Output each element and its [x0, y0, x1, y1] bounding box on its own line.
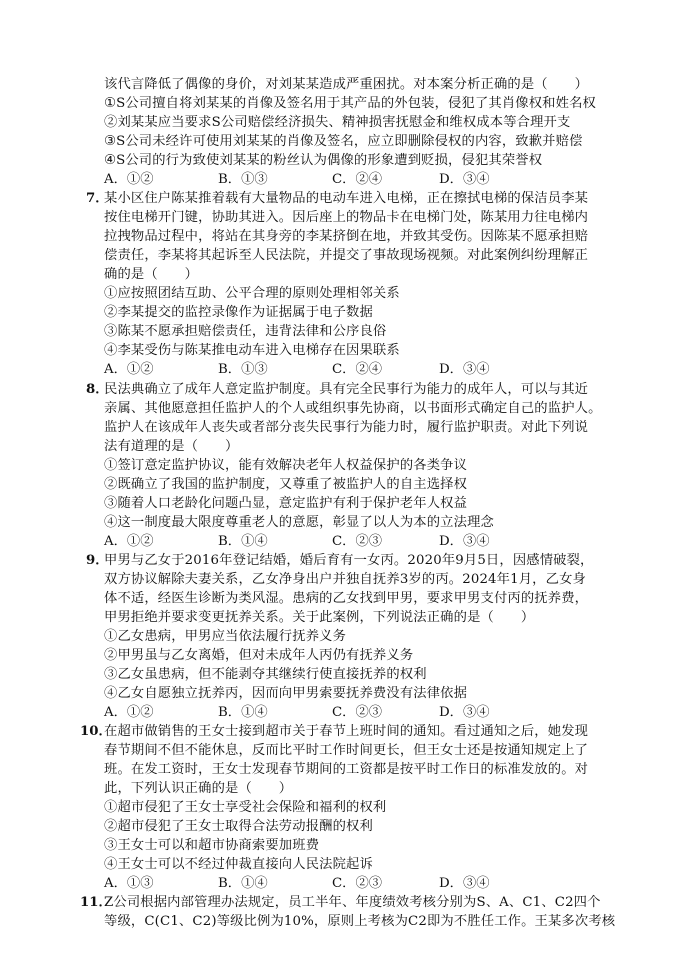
q8-choice-2: ②既确立了我国的监护制度，又尊重了被监护人的自主选择权 [104, 477, 468, 492]
q6-option-d: D．③④ [439, 172, 490, 187]
q10-line-2: 春节期间不但不能休息，反而比平时工作时间更长，但王女士还是按通知规定上了 [104, 743, 589, 758]
q7-number: 7． [86, 191, 109, 206]
q6-choice-2: ②刘某某应当要求S公司赔偿经济损失、精神损害抚慰金和维权成本等合理开支 [104, 115, 571, 130]
q6-choice-1: ①S公司擅自将刘某某的肖像及签名用于其产品的外包装，侵犯了其肖像权和姓名权 [104, 96, 596, 111]
q9-line-3: 体不适，经医生诊断为类风湿。患病的乙女找到甲男，要求甲男支付丙的抚养费， [104, 591, 589, 606]
q10-option-b: B．①④ [218, 876, 268, 891]
q7-line-1: 某小区住户陈某推着载有大量物品的电动车进入电梯，正在擦拭电梯的保洁员李某 [104, 191, 589, 206]
q8-option-a: A．①② [104, 534, 154, 549]
q9-choice-3: ③乙女虽患病，但不能剥夺其继续行使直接抚养的权利 [104, 667, 427, 682]
q8-line-1: 民法典确立了成年人意定监护制度。具有完全民事行为能力的成年人，可以与其近 [104, 382, 589, 397]
q7-choice-4: ④李某受伤与陈某推电动车进入电梯存在因果联系 [104, 343, 400, 358]
q9-option-c: C．②③ [332, 705, 383, 720]
q6-line-1: 该代言降低了偶像的身价，对刘某某造成严重困扰。对本案分析正确的是（ ） [104, 77, 589, 92]
q8-number: 8． [86, 382, 109, 397]
q7-option-b: B．①③ [218, 362, 268, 377]
q8-option-c: C．②③ [332, 534, 383, 549]
q10-option-a: A．①③ [104, 876, 154, 891]
q9-choice-4: ④乙女自愿独立抚养丙，因而向甲男索要抚养费没有法律依据 [104, 686, 468, 701]
q11-line-2: 等级，C(C1、C2)等级比例为10%，原则上考核为C2即为不胜任工作。王某多次考核 [104, 914, 616, 929]
q9-option-b: B．①④ [218, 705, 268, 720]
q10-choice-4: ④王女士可以不经过仲裁直接向人民法院起诉 [104, 857, 373, 872]
q7-choice-3: ③陈某不愿承担赔偿责任，违背法律和公序良俗 [104, 324, 387, 339]
q9-line-2: 双方协议解除夫妻关系，乙女净身出户并独自抚养3岁的丙。2024年1月，乙女身 [104, 572, 586, 587]
q10-number: 10． [80, 724, 112, 739]
q11-number: 11． [80, 895, 112, 910]
q6-option-b: B．①③ [218, 172, 268, 187]
q8-choice-1: ①签订意定监护协议，能有效解决老年人权益保护的各类争议 [104, 458, 468, 473]
q7-line-3: 拉拽物品过程中，将站在其身旁的李某挤倒在地，并致其受伤。因陈某不愿承担赔 [104, 229, 589, 244]
q7-choice-2: ②李某提交的监控录像作为证据属于电子数据 [104, 305, 373, 320]
q7-option-d: D．③④ [439, 362, 490, 377]
q8-line-4: 法有道理的是（ ） [104, 439, 239, 454]
q6-option-c: C．②④ [332, 172, 383, 187]
q7-option-c: C．②④ [332, 362, 383, 377]
q9-choice-2: ②甲男虽与乙女离婚，但对未成年人丙仍有抚养义务 [104, 648, 414, 663]
q8-option-d: D．③④ [439, 534, 490, 549]
q9-choice-1: ①乙女患病，甲男应当依法履行抚养义务 [104, 629, 347, 644]
q8-option-b: B．①④ [218, 534, 268, 549]
q10-line-4: 此，下列认识正确的是（ ） [104, 781, 293, 796]
q8-line-2: 亲属、其他愿意担任监护人的个人或组织事先协商，以书面形式确定自己的监护人。 [104, 401, 602, 416]
q10-option-c: C．②③ [332, 876, 383, 891]
q8-choice-4: ④这一制度最大限度尊重老人的意愿，彰显了以人为本的立法理念 [104, 515, 494, 530]
q6-choice-4: ④S公司的行为致使刘某某的粉丝认为偶像的形象遭到贬损，侵犯其荣誉权 [104, 153, 543, 168]
q8-choice-3: ③随着人口老龄化问题凸显，意定监护有利于保护老年人权益 [104, 496, 468, 511]
q11-line-1: Z公司根据内部管理办法规定，员工半年、年度绩效考核分别为S、A、C1、C2四个 [104, 895, 601, 910]
q7-option-a: A．①② [104, 362, 154, 377]
q9-option-d: D．③④ [439, 705, 490, 720]
q6-option-a: A．①② [104, 172, 154, 187]
q10-choice-2: ②超市侵犯了王女士取得合法劳动报酬的权利 [104, 819, 373, 834]
q10-line-1: 在超市做销售的王女士接到超市关于春节上班时间的通知。看过通知之后，她发现 [104, 724, 589, 739]
q6-choice-3: ③S公司未经许可使用刘某某的肖像及签名，应立即删除侵权的内容，致歉并赔偿 [104, 134, 583, 149]
q7-choice-1: ①应按照团结互助、公平合理的原则处理相邻关系 [104, 286, 400, 301]
q10-choice-1: ①超市侵犯了王女士享受社会保险和福利的权利 [104, 800, 387, 815]
q9-line-4: 甲男拒绝并要求变更抚养关系。关于此案例，下列说法正确的是（ ） [104, 610, 535, 625]
q9-number: 9． [86, 553, 109, 568]
q7-line-5: 确的是（ ） [104, 267, 199, 282]
q10-option-d: D．③④ [439, 876, 490, 891]
q7-line-4: 偿责任，李某将其起诉至人民法院，并提交了事故现场视频。对此案例纠纷理解正 [104, 248, 589, 263]
q8-line-3: 监护人在该成年人丧失或者部分丧失民事行为能力时，履行监护职责。对此下列说 [104, 420, 589, 435]
q10-choice-3: ③王女士可以和超市协商索要加班费 [104, 838, 320, 853]
q9-option-a: A．①② [104, 705, 154, 720]
q9-line-1: 甲男与乙女于2016年登记结婚，婚后育有一女丙。2020年9月5日，因感情破裂， [104, 553, 594, 568]
q7-line-2: 按住电梯开门键，协助其进入。因后座上的物品卡在电梯门处，陈某用力往电梯内 [104, 210, 589, 225]
q10-line-3: 班。在发工资时，王女士发现春节期间的工资都是按平时工作日的标准发放的。对 [104, 762, 589, 777]
